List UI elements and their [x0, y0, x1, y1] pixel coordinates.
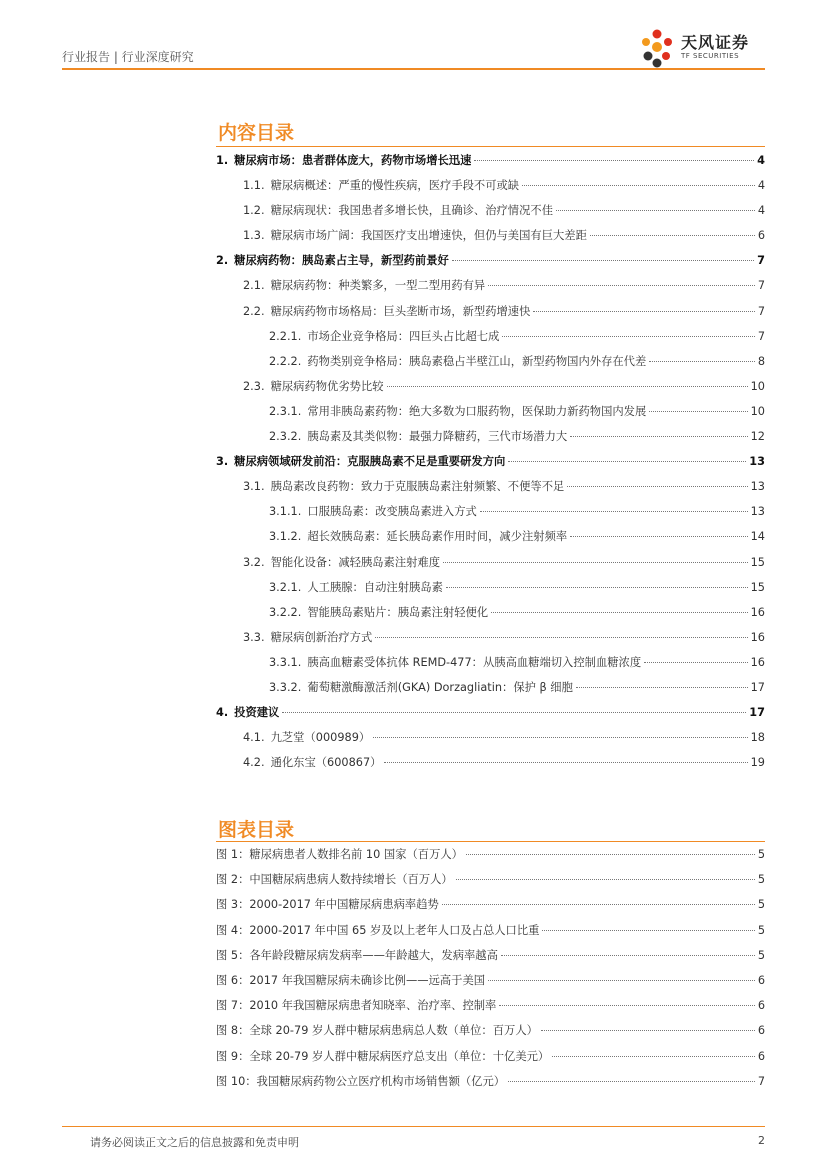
toc-entry-title: 投资建议: [234, 706, 280, 720]
dot-leader: [556, 210, 755, 211]
dot-leader: [446, 587, 748, 588]
dot-leader: [375, 637, 747, 638]
figure-entry-page: 5: [757, 898, 765, 912]
toc-entry-number: 3.3.1.: [269, 655, 302, 669]
toc-entry-page: 16: [750, 605, 765, 619]
toc-entry-page: 6: [757, 229, 765, 243]
toc-entry-page: 7: [757, 279, 765, 293]
toc-entry-number: 3.2.1.: [269, 580, 302, 594]
toc-entry-title: 糖尿病药物：胰岛素占主导，新型药前景好: [234, 254, 449, 268]
dot-leader: [499, 1005, 754, 1006]
toc-entry-number: 3.2.: [243, 555, 265, 569]
toc-entry-title: 智能化设备：减轻胰岛素注射难度: [270, 555, 441, 569]
toc-entry-page: 4: [757, 154, 765, 167]
toc-entry[interactable]: [216, 148, 765, 173]
toc-entry[interactable]: [216, 173, 765, 198]
toc-entry[interactable]: [216, 324, 765, 349]
figure-entry[interactable]: [216, 943, 765, 968]
toc-entry-number: 2.3.: [243, 379, 265, 393]
dot-leader: [466, 854, 755, 855]
toc-entry-number: 1.2.: [243, 204, 265, 218]
figure-entry-title: 图 1：糖尿病患者人数排名前 10 国家（百万人）: [216, 848, 463, 861]
toc-entry-number: 2.3.2.: [269, 430, 302, 444]
figure-entry-title: 图 2：中国糖尿病患病人数持续增长（百万人）: [216, 873, 453, 887]
figure-entry-page: 6: [757, 1049, 765, 1063]
figure-entry-title: 图 5：各年龄段糖尿病发病率——年龄越大，发病率越高: [216, 948, 498, 962]
dot-leader: [508, 461, 746, 462]
dot-leader: [501, 955, 755, 956]
toc-entry-title: 葡萄糖激酶激活剂(GKA) Dorzagliatin：保护 β 细胞: [307, 680, 573, 694]
toc-entry-page: 13: [749, 455, 765, 469]
dot-leader: [502, 336, 754, 337]
header-divider: [62, 68, 765, 70]
figure-entry-title: 图 10：我国糖尿病药物公立医疗机构市场销售额（亿元）: [216, 1074, 506, 1088]
dot-leader: [480, 511, 748, 512]
toc-entry-title: 糖尿病药物优劣势比较: [270, 379, 384, 393]
dot-leader: [522, 185, 755, 186]
toc-entry-page: 8: [757, 354, 765, 368]
toc-entry-title: 糖尿病现状：我国患者多增长快，且确诊、治疗情况不佳: [270, 204, 553, 218]
toc-entry-title: 药物类别竞争格局：胰岛素稳占半壁江山，新型药物国内外存在代差: [307, 354, 647, 368]
toc-entry[interactable]: [216, 675, 765, 700]
toc-entry-number: 2.2.2.: [269, 354, 302, 368]
toc-entry-page: 12: [750, 430, 765, 444]
toc-entry-page: 7: [757, 304, 765, 318]
toc-entry[interactable]: [216, 248, 765, 273]
toc-entry[interactable]: [216, 625, 765, 650]
toc-entry[interactable]: [216, 273, 765, 298]
dot-leader: [443, 562, 748, 563]
figure-entry-page: 5: [757, 848, 765, 861]
toc-entry[interactable]: [216, 550, 765, 575]
report-category: 行业报告 | 行业深度研究: [62, 50, 194, 64]
toc-entry-number: 2.2.1.: [269, 329, 302, 343]
toc-entry-number: 3.: [216, 455, 229, 469]
toc-entry[interactable]: [216, 524, 765, 549]
figure-entry[interactable]: [216, 968, 765, 993]
toc-entry[interactable]: [216, 399, 765, 424]
toc-entry[interactable]: [216, 424, 765, 449]
toc-entry-number: 2.: [216, 254, 229, 268]
page-number: 2: [758, 1134, 765, 1147]
toc-entry[interactable]: [216, 349, 765, 374]
toc-entry[interactable]: [216, 374, 765, 399]
figure-entry-title: 图 9：全球 20-79 岁人群中糖尿病医疗总支出（单位：十亿美元）: [216, 1049, 550, 1063]
toc-entry-number: 2.3.1.: [269, 404, 302, 418]
toc-entry-page: 10: [750, 379, 765, 393]
dot-leader: [542, 930, 754, 931]
toc-entry-title: 糖尿病药物市场格局：巨头垄断市场，新型药增速快: [270, 304, 531, 318]
figure-entry-page: 5: [757, 923, 765, 937]
toc-entry-number: 3.2.2.: [269, 605, 302, 619]
toc-entry-page: 10: [750, 404, 765, 418]
toc-entry[interactable]: [216, 499, 765, 524]
toc-entry-page: 7: [757, 329, 765, 343]
figure-entry[interactable]: [216, 1018, 765, 1043]
toc-entry-number: 1.3.: [243, 229, 265, 243]
toc-entry-page: 17: [749, 706, 765, 720]
dot-leader: [488, 285, 755, 286]
figure-entry[interactable]: [216, 1044, 765, 1069]
toc-entry-page: 13: [750, 505, 765, 519]
figure-entry[interactable]: [216, 918, 765, 943]
figure-entry[interactable]: [216, 1069, 765, 1094]
logo-text-en: TF SECURITIES: [681, 52, 740, 60]
toc-entry-title: 市场企业竞争格局：四巨头占比超七成: [307, 329, 500, 343]
toc-entry-title: 口服胰岛素：改变胰岛素进入方式: [307, 505, 477, 519]
toc-entry-number: 2.1.: [243, 279, 265, 293]
toc-entry-number: 3.3.2.: [269, 680, 302, 694]
toc-entry-page: 18: [750, 731, 765, 745]
toc-list: [216, 148, 765, 775]
toc-entry-number: 3.1.1.: [269, 505, 302, 519]
dot-leader: [387, 386, 748, 387]
dot-leader: [576, 687, 748, 688]
toc-entry-page: 17: [750, 680, 765, 694]
toc-entry-number: 3.1.2.: [269, 530, 302, 544]
toc-entry-title: 胰岛素改良药物：致力于克服胰岛素注射频繁、不便等不足: [270, 480, 565, 494]
toc-entry-page: 4: [757, 179, 765, 193]
dot-leader: [541, 1030, 755, 1031]
disclaimer-text: 请务必阅读正文之后的信息披露和免责申明: [90, 1136, 299, 1149]
toc-entry-title: 糖尿病市场广阔：我国医疗支出增速快，但仍与美国有巨大差距: [270, 229, 587, 243]
dot-leader: [649, 361, 755, 362]
toc-entry[interactable]: [216, 600, 765, 625]
toc-entry[interactable]: [216, 449, 765, 474]
dot-leader: [508, 1081, 755, 1082]
dot-leader: [570, 436, 747, 437]
dot-leader: [488, 980, 755, 981]
toc-entry[interactable]: [216, 700, 765, 725]
toc-entry-number: 3.1.: [243, 480, 265, 494]
toc-entry[interactable]: [216, 750, 765, 775]
figure-entry-title: 图 7：2010 年我国糖尿病患者知晓率、治疗率、控制率: [216, 999, 497, 1013]
toc-entry-page: 7: [757, 254, 765, 268]
toc-entry-title: 九芝堂（000989）: [270, 731, 371, 745]
figure-entry-title: 图 4：2000-2017 年中国 65 岁及以上老年人口及占总人口比重: [216, 923, 540, 937]
toc-entry-number: 4.: [216, 706, 229, 720]
toc-entry[interactable]: [216, 725, 765, 750]
toc-entry-page: 16: [750, 655, 765, 669]
toc-entry-page: 19: [750, 756, 765, 770]
toc-entry-title: 胰高血糖素受体抗体 REMD-477：从胰高血糖端切入控制血糖浓度: [307, 655, 642, 669]
figure-entry[interactable]: [216, 867, 765, 892]
toc-entry[interactable]: [216, 650, 765, 675]
toc-entry-title: 糖尿病药物：种类繁多，一型二型用药有异: [270, 279, 486, 293]
figure-entry-page: 5: [757, 948, 765, 962]
toc-entry-title: 常用非胰岛素药物：绝大多数为口服药物，医保助力新药物国内发展: [307, 404, 647, 418]
dot-leader: [590, 235, 755, 236]
dot-leader: [373, 737, 747, 738]
toc-entry[interactable]: [216, 575, 765, 600]
toc-entry[interactable]: [216, 474, 765, 499]
figure-entry-title: 图 6：2017 年我国糖尿病未确诊比例——远高于美国: [216, 973, 486, 987]
toc-entry-page: 15: [750, 580, 765, 594]
toc-entry-title: 糖尿病市场：患者群体庞大，药物市场增长迅速: [234, 154, 472, 167]
dot-leader: [533, 311, 754, 312]
toc-entry-title: 智能胰岛素贴片：胰岛素注射轻便化: [307, 605, 489, 619]
toc-entry[interactable]: [216, 299, 765, 324]
toc-entry-page: 15: [750, 555, 765, 569]
figure-entry[interactable]: [216, 842, 765, 867]
figure-entry[interactable]: [216, 993, 765, 1018]
figure-entry[interactable]: [216, 892, 765, 917]
figure-entry-page: 7: [757, 1074, 765, 1088]
figure-entry-page: 5: [757, 873, 765, 887]
toc-entry-title: 糖尿病概述：严重的慢性疾病，医疗手段不可或缺: [270, 179, 520, 193]
figure-entry-page: 6: [757, 973, 765, 987]
toc-entry-number: 1.1.: [243, 179, 265, 193]
toc-entry[interactable]: [216, 198, 765, 223]
toc-entry-page: 4: [757, 204, 765, 218]
footer-divider: [62, 1126, 765, 1127]
toc-entry-title: 糖尿病领域研发前沿：克服胰岛素不足是重要研发方向: [234, 455, 506, 469]
toc-entry-title: 人工胰腺：自动注射胰岛素: [307, 580, 443, 594]
toc-entry-number: 1.: [216, 154, 229, 167]
brand-logo: [637, 28, 765, 68]
toc-entry-title: 糖尿病创新治疗方式: [270, 630, 373, 644]
toc-title-divider: [216, 146, 765, 147]
figure-entry-title: 图 8：全球 20-79 岁人群中糖尿病患病总人数（单位：百万人）: [216, 1024, 538, 1038]
dot-leader: [456, 879, 755, 880]
figure-entry-page: 6: [757, 1024, 765, 1038]
figure-entry-page: 6: [757, 999, 765, 1013]
toc-entry-page: 14: [750, 530, 765, 544]
toc-entry-number: 4.1.: [243, 731, 265, 745]
toc-entry-title: 通化东宝（600867）: [270, 756, 382, 770]
toc-entry-number: 3.3.: [243, 630, 265, 644]
logo-text-cn: 天风证券: [681, 33, 750, 52]
dot-leader: [649, 411, 747, 412]
figures-title: 图表目录: [218, 819, 295, 841]
dot-leader: [452, 260, 754, 261]
dot-leader: [474, 160, 754, 161]
dot-leader: [491, 612, 748, 613]
toc-entry-title: 胰岛素及其类似物：最强力降糖药，三代市场潜力大: [307, 430, 568, 444]
dot-leader: [644, 662, 747, 663]
toc-title: 内容目录: [218, 122, 295, 144]
toc-entry-title: 超长效胰岛素：延长胰岛素作用时间，减少注射频率: [307, 530, 568, 544]
toc-entry-page: 16: [750, 630, 765, 644]
dot-leader: [442, 904, 755, 905]
dot-leader: [384, 762, 747, 763]
dot-leader: [570, 536, 747, 537]
dot-leader: [567, 486, 747, 487]
dot-leader: [552, 1056, 755, 1057]
figures-list: [216, 842, 765, 1094]
page-header: [62, 33, 765, 70]
toc-entry-page: 13: [750, 480, 765, 494]
logo-mark-icon: [637, 28, 679, 70]
figure-entry-title: 图 3：2000-2017 年中国糖尿病患病率趋势: [216, 898, 439, 912]
toc-entry-number: 2.2.: [243, 304, 265, 318]
toc-entry[interactable]: [216, 223, 765, 248]
toc-entry-number: 4.2.: [243, 756, 265, 770]
dot-leader: [282, 712, 746, 713]
